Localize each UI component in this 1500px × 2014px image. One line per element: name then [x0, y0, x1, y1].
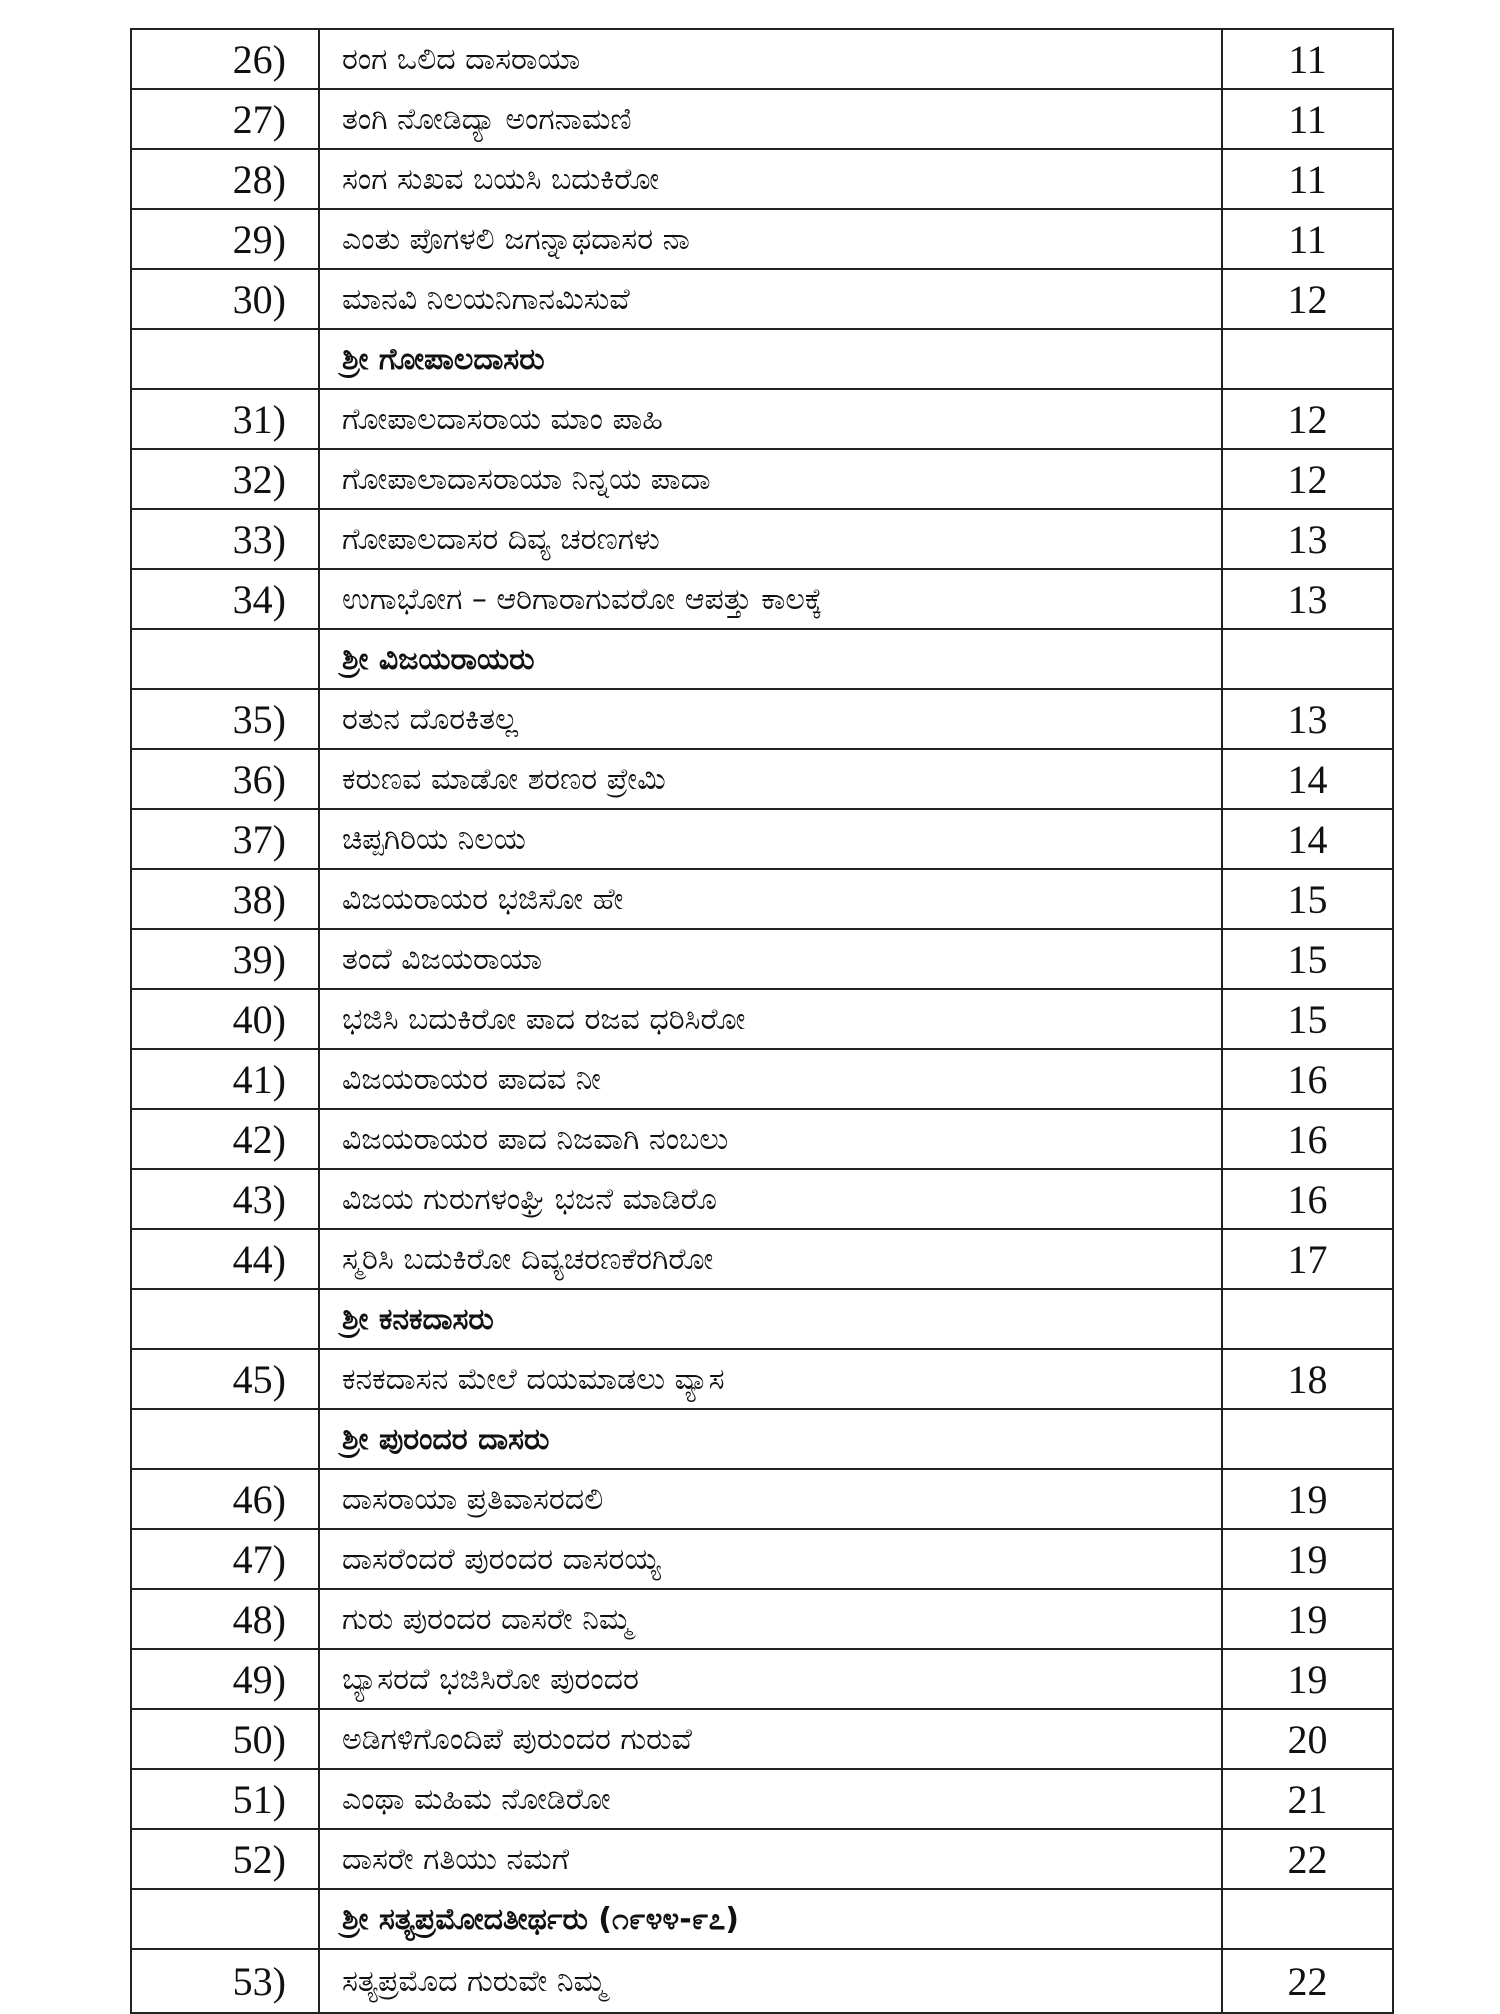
page-number: 12 — [1222, 449, 1393, 509]
page-number: 14 — [1222, 749, 1393, 809]
page-number: 11 — [1222, 149, 1393, 209]
entry-title: ಸತ್ಯಪ್ರಮೊದ ಗುರುವೇ ನಿಮ್ಮ — [319, 1949, 1222, 2013]
toc-entry-row — [131, 1049, 1393, 1109]
entry-title: ವಿಜಯರಾಯರ ಪಾದ ನಿಜವಾಗಿ ನಂಬಲು — [319, 1109, 1222, 1169]
page-number: 13 — [1222, 509, 1393, 569]
entry-number: 38) — [131, 869, 319, 929]
entry-number: 49) — [131, 1649, 319, 1709]
toc-entry-row — [131, 1529, 1393, 1589]
entry-title: ಕನಕದಾಸನ ಮೇಲೆ ದಯಮಾಡಲು ವ್ಯಾಸ — [319, 1349, 1222, 1409]
entry-title: ಬ್ಯಾಸರದೆ ಭಜಿಸಿರೋ ಪುರಂದರ — [319, 1649, 1222, 1709]
entry-number: 42) — [131, 1109, 319, 1169]
entry-number: 50) — [131, 1709, 319, 1769]
page-number: 14 — [1222, 809, 1393, 869]
entry-number — [131, 1289, 319, 1349]
page-number: 11 — [1222, 89, 1393, 149]
table-of-contents — [130, 28, 1394, 2014]
toc-body — [131, 29, 1393, 2013]
entry-number: 52) — [131, 1829, 319, 1889]
entry-number: 32) — [131, 449, 319, 509]
section-title: ಶ್ರೀ ಸತ್ಯಪ್ರಮೋದತೀರ್ಥರು (೧೯೪೪-೯೭) — [319, 1889, 1222, 1949]
toc-entry-row — [131, 809, 1393, 869]
entry-number: 43) — [131, 1169, 319, 1229]
section-title: ಶ್ರೀ ಕನಕದಾಸರು — [319, 1289, 1222, 1349]
entry-title: ಎಂತು ಪೊಗಳಲಿ ಜಗನ್ನಾಥದಾಸರ ನಾ — [319, 209, 1222, 269]
page-number — [1222, 1409, 1393, 1469]
toc-entry-row — [131, 149, 1393, 209]
entry-title: ವಿಜಯರಾಯರ ಪಾದವ ನೀ — [319, 1049, 1222, 1109]
page-number: 13 — [1222, 569, 1393, 629]
page-number — [1222, 1289, 1393, 1349]
page-number: 12 — [1222, 389, 1393, 449]
entry-title: ರತುನ ದೊರಕಿತಲ್ಲ — [319, 689, 1222, 749]
entry-title: ತಂದೆ ವಿಜಯರಾಯಾ — [319, 929, 1222, 989]
page-number: 11 — [1222, 209, 1393, 269]
page-number: 12 — [1222, 269, 1393, 329]
page-number: 18 — [1222, 1349, 1393, 1409]
entry-title: ದಾಸರಾಯಾ ಪ್ರತಿವಾಸರದಲಿ — [319, 1469, 1222, 1529]
page-number: 15 — [1222, 989, 1393, 1049]
section-title: ಶ್ರೀ ವಿಜಯರಾಯರು — [319, 629, 1222, 689]
toc-entry-row — [131, 869, 1393, 929]
entry-number: 34) — [131, 569, 319, 629]
toc-entry-row — [131, 1709, 1393, 1769]
entry-title: ಉಗಾಭೋಗ – ಆರಿಗಾರಾಗುವರೋ ಆಪತ್ತು ಕಾಲಕ್ಕೆ — [319, 569, 1222, 629]
entry-number: 48) — [131, 1589, 319, 1649]
entry-number: 51) — [131, 1769, 319, 1829]
page-number: 19 — [1222, 1529, 1393, 1589]
toc-entry-row — [131, 1769, 1393, 1829]
entry-number: 35) — [131, 689, 319, 749]
toc-entry-row — [131, 389, 1393, 449]
page-number: 15 — [1222, 929, 1393, 989]
page-number: 20 — [1222, 1709, 1393, 1769]
page-number: 13 — [1222, 689, 1393, 749]
entry-number: 31) — [131, 389, 319, 449]
entry-number: 40) — [131, 989, 319, 1049]
section-heading-row — [131, 1889, 1393, 1949]
entry-number: 46) — [131, 1469, 319, 1529]
page-number: 21 — [1222, 1769, 1393, 1829]
entry-title: ಕರುಣವ ಮಾಡೋ ಶರಣರ ಪ್ರೇಮಿ — [319, 749, 1222, 809]
toc-entry-row — [131, 209, 1393, 269]
toc-entry-row — [131, 1469, 1393, 1529]
toc-entry-row — [131, 569, 1393, 629]
toc-entry-row — [131, 689, 1393, 749]
page-number: 16 — [1222, 1169, 1393, 1229]
page-number: 19 — [1222, 1589, 1393, 1649]
page-number: 11 — [1222, 29, 1393, 89]
toc-entry-row — [131, 509, 1393, 569]
entry-number: 28) — [131, 149, 319, 209]
entry-title: ದಾಸರೆಂದರೆ ಪುರಂದರ ದಾಸರಯ್ಯ — [319, 1529, 1222, 1589]
section-title: ಶ್ರೀ ಗೋಪಾಲದಾಸರು — [319, 329, 1222, 389]
entry-title: ದಾಸರೇ ಗತಿಯು ನಮಗೆ — [319, 1829, 1222, 1889]
entry-number: 30) — [131, 269, 319, 329]
entry-title: ಎಂಥಾ ಮಹಿಮ ನೋಡಿರೋ — [319, 1769, 1222, 1829]
toc-entry-row — [131, 1109, 1393, 1169]
page-number: 16 — [1222, 1049, 1393, 1109]
entry-number: 36) — [131, 749, 319, 809]
toc-entry-row — [131, 929, 1393, 989]
entry-number: 47) — [131, 1529, 319, 1589]
page-number — [1222, 329, 1393, 389]
page-number: 22 — [1222, 1949, 1393, 2013]
toc-entry-row — [131, 1229, 1393, 1289]
entry-number: 27) — [131, 89, 319, 149]
entry-title: ಗೋಪಾಲದಾಸರ ದಿವ್ಯ ಚರಣಗಳು — [319, 509, 1222, 569]
section-title: ಶ್ರೀ ಪುರಂದರ ದಾಸರು — [319, 1409, 1222, 1469]
entry-title: ಸಂಗ ಸುಖವ ಬಯಸಿ ಬದುಕಿರೋ — [319, 149, 1222, 209]
toc-entry-row — [131, 749, 1393, 809]
page-number: 19 — [1222, 1469, 1393, 1529]
page-number: 15 — [1222, 869, 1393, 929]
entry-number: 45) — [131, 1349, 319, 1409]
entry-title: ತಂಗಿ ನೋಡಿದ್ಯಾ ಅಂಗನಾಮಣಿ — [319, 89, 1222, 149]
section-heading-row — [131, 329, 1393, 389]
page-number: 17 — [1222, 1229, 1393, 1289]
page-number: 16 — [1222, 1109, 1393, 1169]
toc-entry-row — [131, 1949, 1393, 2013]
entry-number — [131, 1889, 319, 1949]
section-heading-row — [131, 629, 1393, 689]
section-heading-row — [131, 1289, 1393, 1349]
toc-entry-row — [131, 1649, 1393, 1709]
entry-number: 41) — [131, 1049, 319, 1109]
entry-number: 44) — [131, 1229, 319, 1289]
toc-entry-row — [131, 29, 1393, 89]
entry-title: ರಂಗ ಒಲಿದ ದಾಸರಾಯಾ — [319, 29, 1222, 89]
entry-number — [131, 629, 319, 689]
toc-entry-row — [131, 89, 1393, 149]
entry-title: ಗೋಪಾಲಾದಾಸರಾಯಾ ನಿನ್ನಯ ಪಾದಾ — [319, 449, 1222, 509]
toc-entry-row — [131, 449, 1393, 509]
entry-number — [131, 329, 319, 389]
entry-number: 33) — [131, 509, 319, 569]
entry-number: 37) — [131, 809, 319, 869]
entry-title: ಗೋಪಾಲದಾಸರಾಯ ಮಾಂ ಪಾಹಿ — [319, 389, 1222, 449]
entry-title: ವಿಜಯ ಗುರುಗಳಂಘ್ರಿ ಭಜನೆ ಮಾಡಿರೊ — [319, 1169, 1222, 1229]
entry-number: 26) — [131, 29, 319, 89]
toc-entry-row — [131, 1589, 1393, 1649]
toc-entry-row — [131, 269, 1393, 329]
toc-entry-row — [131, 1169, 1393, 1229]
toc-entry-row — [131, 1349, 1393, 1409]
entry-title: ಮಾನವಿ ನಿಲಯನಿಗಾನಮಿಸುವೆ — [319, 269, 1222, 329]
entry-number: 29) — [131, 209, 319, 269]
entry-number: 39) — [131, 929, 319, 989]
toc-entry-row — [131, 1829, 1393, 1889]
page-number — [1222, 1889, 1393, 1949]
entry-title: ಗುರು ಪುರಂದರ ದಾಸರೇ ನಿಮ್ಮ — [319, 1589, 1222, 1649]
page-number — [1222, 629, 1393, 689]
page-number: 19 — [1222, 1649, 1393, 1709]
section-heading-row — [131, 1409, 1393, 1469]
entry-number: 53) — [131, 1949, 319, 2013]
entry-number — [131, 1409, 319, 1469]
page-number: 22 — [1222, 1829, 1393, 1889]
entry-title: ಅಡಿಗಳಿಗೊಂದಿಪೆ ಪುರುಂದರ ಗುರುವೆ — [319, 1709, 1222, 1769]
toc-entry-row — [131, 989, 1393, 1049]
entry-title: ಚಿಪ್ಪಗಿರಿಯ ನಿಲಯ — [319, 809, 1222, 869]
entry-title: ಸ್ಮರಿಸಿ ಬದುಕಿರೋ ದಿವ್ಯಚರಣಕೆರಗಿರೋ — [319, 1229, 1222, 1289]
entry-title: ಭಜಿಸಿ ಬದುಕಿರೋ ಪಾದ ರಜವ ಧರಿಸಿರೋ — [319, 989, 1222, 1049]
entry-title: ವಿಜಯರಾಯರ ಭಜಿಸೋ ಹೇ — [319, 869, 1222, 929]
